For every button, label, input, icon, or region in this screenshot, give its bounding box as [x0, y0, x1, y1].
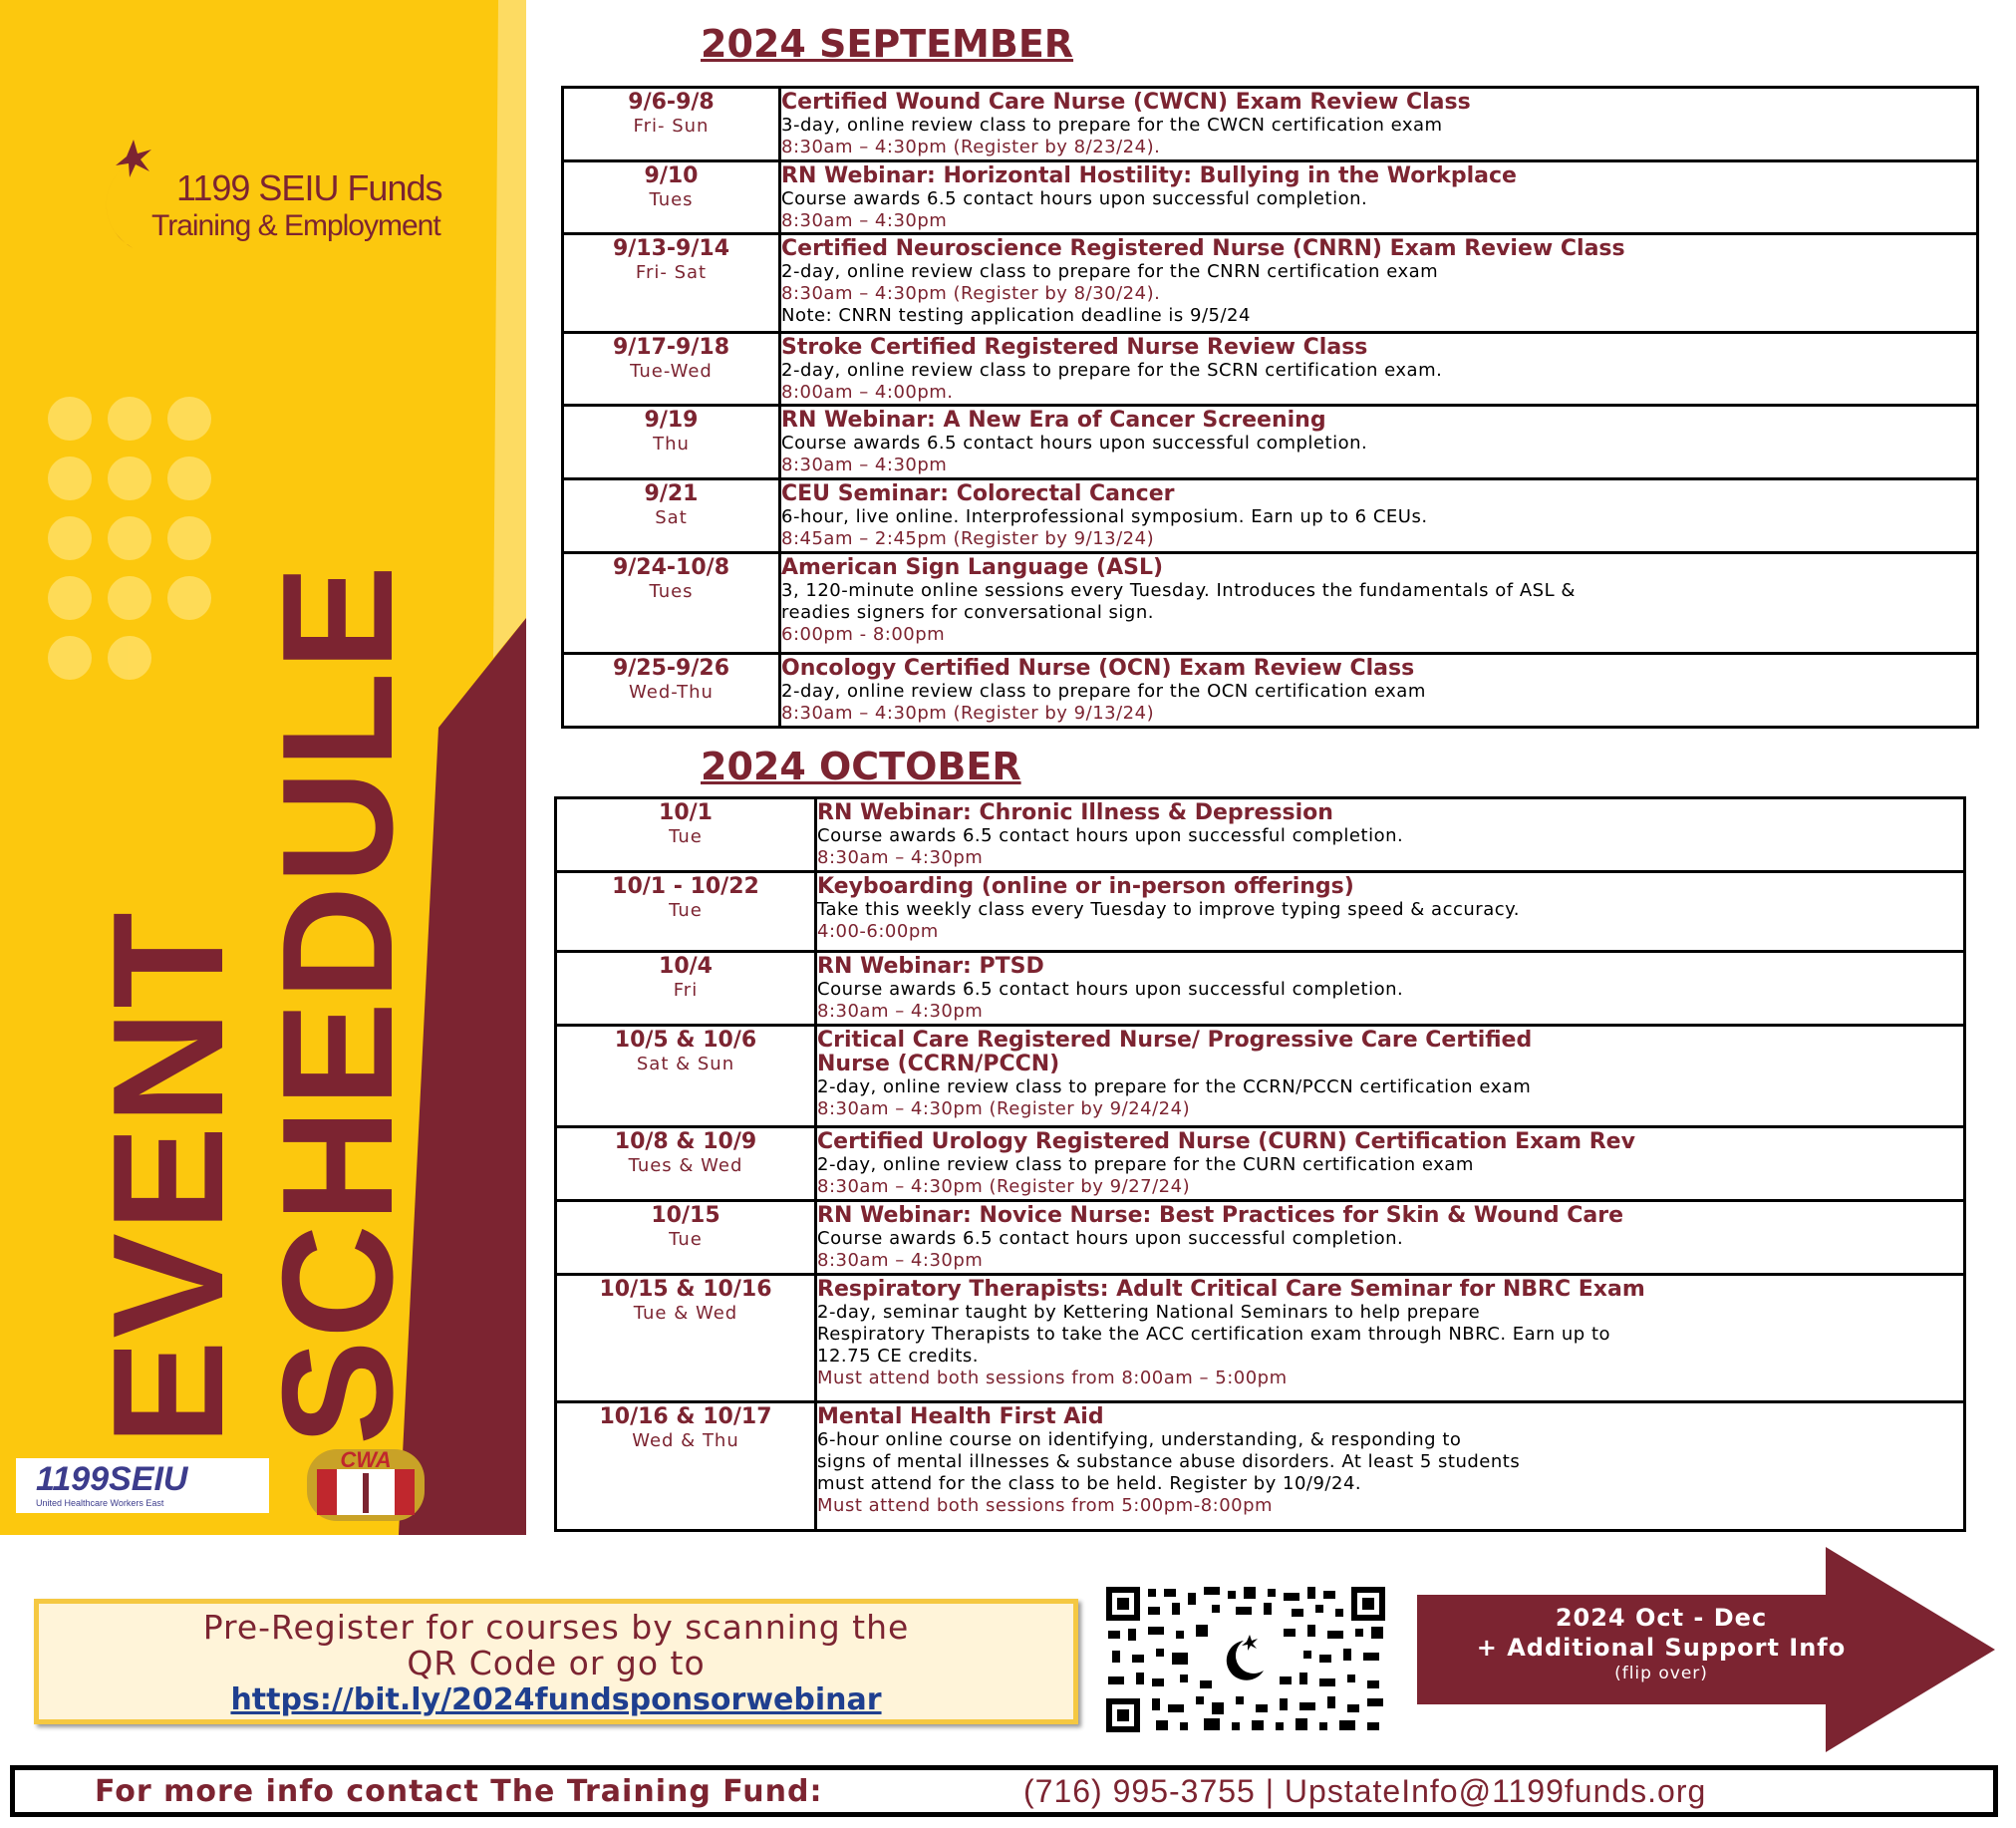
- logo-line-2: Training & Employment: [151, 209, 440, 242]
- event-description: 2-day, online review class to prepare for the CURN certification exam: [817, 1154, 1474, 1175]
- event-description: 2-day, online review class to prepare for the OCN certification exam: [781, 681, 1426, 702]
- event-date-cell: [556, 952, 816, 1026]
- event-day: Thu: [653, 434, 690, 455]
- event-description: Course awards 6.5 contact hours upon successful completion.: [817, 825, 1404, 846]
- event-details-cell: [816, 798, 1965, 872]
- event-description: 2-day, online review class to prepare for the CCRN/PCCN certification exam: [817, 1076, 1532, 1097]
- event-details-cell: [816, 1026, 1965, 1127]
- event-details-cell: [816, 1127, 1965, 1201]
- event-time: Must attend both sessions from 8:00am – 5:00pm: [817, 1368, 1288, 1388]
- schedule-row: [556, 1127, 1965, 1201]
- event-day: Wed & Thu: [632, 1430, 739, 1451]
- schedule-row: [563, 333, 1978, 406]
- schedule-row: [563, 553, 1978, 654]
- event-title: RN Webinar: Horizontal Hostility: Bullying in the Workplace: [781, 163, 1517, 188]
- seiu-logo: [16, 1458, 269, 1513]
- event-date-cell: [556, 1201, 816, 1275]
- event-day: Sat & Sun: [636, 1054, 735, 1074]
- event-description: 2-day, seminar taught by Kettering National Seminars to help prepare: [817, 1302, 1481, 1323]
- event-date: 9/17-9/18: [612, 335, 730, 360]
- event-time: 8:30am – 4:30pm: [817, 847, 984, 868]
- event-time: Must attend both sessions from 5:00pm-8:00pm: [817, 1495, 1274, 1516]
- event-details-cell: [780, 654, 1978, 728]
- schedule-row: [556, 1026, 1965, 1127]
- event-title: Oncology Certified Nurse (OCN) Exam Review Class: [781, 656, 1415, 681]
- event-note: Note: CNRN testing application deadline is 9/5/24: [781, 305, 1251, 326]
- event-day: Tue: [669, 826, 703, 847]
- event-date-cell: [563, 161, 780, 234]
- event-description: Take this weekly class every Tuesday to improve typing speed & accuracy.: [817, 899, 1520, 920]
- event-date-cell: [563, 234, 780, 333]
- event-title: Certified Wound Care Nurse (CWCN) Exam Review Class: [781, 90, 1471, 115]
- october-heading: 2024 OCTOBER: [701, 745, 1021, 788]
- arrow-line-3: (flip over): [1614, 1664, 1708, 1683]
- event-day: Fri: [673, 980, 699, 1001]
- event-title: American Sign Language (ASL): [781, 555, 1164, 580]
- event-date: 10/1 - 10/22: [612, 874, 759, 899]
- preregister-line-2: QR Code or go to: [407, 1644, 706, 1682]
- title-word-event: EVENT: [81, 910, 256, 1445]
- seiu-logo-text: 1199SEIU: [36, 1460, 188, 1498]
- event-date-cell: [563, 333, 780, 406]
- event-description: 6-hour online course on identifying, understanding, & responding to: [817, 1429, 1462, 1450]
- event-details-cell: [780, 88, 1978, 161]
- schedule-row: [563, 406, 1978, 479]
- schedule-row: [556, 1402, 1965, 1531]
- event-details-cell: [816, 952, 1965, 1026]
- event-description: 3, 120-minute online sessions every Tuesday. Introduces the fundamentals of ASL &: [781, 580, 1576, 601]
- event-day: Tue & Wed: [633, 1303, 738, 1324]
- event-description: 12.75 CE credits.: [817, 1346, 979, 1367]
- event-time: 8:30am – 4:30pm: [781, 455, 948, 475]
- footer-contact[interactable]: (716) 995-3755 | UpstateInfo@1199funds.org: [1023, 1773, 1707, 1809]
- event-date: 9/25-9/26: [612, 656, 730, 681]
- event-details-cell: [780, 553, 1978, 654]
- event-title: Mental Health First Aid: [817, 1404, 1104, 1429]
- registration-link[interactable]: https://bit.ly/2024fundsponsorwebinar: [230, 1682, 882, 1717]
- september-schedule-table: [561, 86, 1979, 729]
- title-word-schedule: SCHEDULE: [250, 562, 426, 1445]
- event-date-cell: [563, 406, 780, 479]
- event-date: 9/10: [644, 163, 699, 188]
- event-details-cell: [816, 1201, 1965, 1275]
- event-title: Certified Urology Registered Nurse (CURN) Certification Exam Rev: [817, 1129, 1635, 1154]
- event-date: 10/15: [651, 1203, 720, 1228]
- event-day: Tue-Wed: [630, 361, 713, 382]
- event-date-cell: [556, 1026, 816, 1127]
- event-details-cell: [816, 872, 1965, 952]
- event-day: Fri- Sun: [633, 116, 710, 137]
- event-description: Course awards 6.5 contact hours upon successful completion.: [817, 979, 1404, 1000]
- event-details-cell: [780, 161, 1978, 234]
- event-schedule-title: [81, 548, 442, 1445]
- event-description: 6-hour, live online. Interprofessional symposium. Earn up to 6 CEUs.: [781, 506, 1428, 527]
- logo-line-1: 1199 SEIU Funds: [176, 167, 442, 208]
- schedule-row: [556, 872, 1965, 952]
- event-day: Sat: [655, 507, 688, 528]
- qr-code[interactable]: [1104, 1585, 1387, 1734]
- event-description: 2-day, online review class to prepare for the SCRN certification exam.: [781, 360, 1443, 381]
- event-date-cell: [563, 654, 780, 728]
- schedule-row: [563, 479, 1978, 553]
- seiu-logo-subtext: United Healthcare Workers East: [36, 1498, 164, 1508]
- event-time: 8:45am – 2:45pm (Register by 9/13/24): [781, 528, 1155, 549]
- event-details-cell: [780, 333, 1978, 406]
- event-date: 10/8 & 10/9: [614, 1129, 757, 1154]
- event-details-cell: [780, 479, 1978, 553]
- contact-footer: [10, 1765, 1998, 1817]
- event-time: 8:30am – 4:30pm (Register by 9/24/24): [817, 1098, 1191, 1119]
- event-description: Respiratory Therapists to take the ACC certification exam through NBRC. Earn up to: [817, 1324, 1611, 1345]
- october-schedule-table: [554, 796, 1966, 1532]
- event-time: 8:30am – 4:30pm (Register by 8/30/24).: [781, 283, 1161, 304]
- event-title: Critical Care Registered Nurse/ Progressive Care Certified: [817, 1028, 1533, 1053]
- event-description: signs of mental illnesses & substance abuse disorders. At least 5 students: [817, 1451, 1521, 1472]
- event-time: 8:30am – 4:30pm (Register by 9/13/24): [781, 703, 1155, 724]
- event-title: Stroke Certified Registered Nurse Review Class: [781, 335, 1368, 360]
- event-title: RN Webinar: PTSD: [817, 954, 1044, 979]
- sidebar-banner: [0, 0, 526, 1535]
- event-day: Tues: [649, 581, 694, 602]
- event-title: Certified Neuroscience Registered Nurse (CNRN) Exam Review Class: [781, 236, 1625, 261]
- schedule-row: [563, 161, 1978, 234]
- september-heading: 2024 SEPTEMBER: [701, 22, 1074, 66]
- event-time: 8:30am – 4:30pm: [817, 1001, 984, 1022]
- event-time: 4:00-6:00pm: [817, 921, 939, 942]
- event-date-cell: [556, 1275, 816, 1402]
- event-day: Tues: [649, 189, 694, 210]
- event-date-cell: [563, 479, 780, 553]
- event-date: 10/16 & 10/17: [599, 1404, 772, 1429]
- event-date: 9/21: [644, 481, 699, 506]
- arrow-line-1: 2024 Oct - Dec: [1555, 1604, 1768, 1632]
- event-date-cell: [556, 798, 816, 872]
- event-title: Respiratory Therapists: Adult Critical Care Seminar for NBRC Exam: [817, 1277, 1645, 1302]
- event-date: 10/5 & 10/6: [614, 1028, 757, 1053]
- cwa-logo-text: CWA: [340, 1447, 392, 1472]
- schedule-row: [556, 1275, 1965, 1402]
- event-title: CEU Seminar: Colorectal Cancer: [781, 481, 1175, 506]
- event-day: Tue: [669, 900, 703, 921]
- arrow-line-2: + Additional Support Info: [1476, 1634, 1847, 1662]
- event-date: 10/1: [659, 800, 713, 825]
- event-description: 2-day, online review class to prepare for the CNRN certification exam: [781, 261, 1439, 282]
- funds-logo: [72, 140, 450, 259]
- event-date-cell: [556, 1127, 816, 1201]
- event-title: RN Webinar: A New Era of Cancer Screening: [781, 408, 1326, 433]
- event-title: Keyboarding (online or in-person offerings): [817, 874, 1354, 899]
- schedule-row: [563, 234, 1978, 333]
- event-details-cell: [816, 1275, 1965, 1402]
- event-date: 10/15 & 10/16: [599, 1277, 772, 1302]
- event-date: 9/24-10/8: [612, 555, 730, 580]
- event-description: readies signers for conversational sign.: [781, 602, 1154, 623]
- event-details-cell: [816, 1402, 1965, 1531]
- event-date: 9/13-9/14: [612, 236, 730, 261]
- event-description: Course awards 6.5 contact hours upon successful completion.: [781, 188, 1368, 209]
- schedule-row: [563, 88, 1978, 161]
- event-date: 9/6-9/8: [628, 90, 715, 115]
- event-time: 8:30am – 4:30pm (Register by 8/23/24).: [781, 137, 1161, 157]
- schedule-row: [556, 798, 1965, 872]
- event-title: RN Webinar: Novice Nurse: Best Practices for Skin & Wound Care: [817, 1203, 1624, 1228]
- cwa-logo: [299, 1443, 433, 1525]
- event-time: 6:00pm - 8:00pm: [781, 624, 946, 645]
- event-date: 9/19: [644, 408, 699, 433]
- event-description: 3-day, online review class to prepare for the CWCN certification exam: [781, 115, 1443, 136]
- event-time: 8:30am – 4:30pm: [817, 1250, 984, 1271]
- event-date-cell: [556, 872, 816, 952]
- event-day: Tue: [669, 1229, 703, 1250]
- flip-over-text: [1417, 1603, 1905, 1684]
- event-title: RN Webinar: Chronic Illness & Depression: [817, 800, 1333, 825]
- event-date-cell: [563, 553, 780, 654]
- event-description: must attend for the class to be held. Register by 10/9/24.: [817, 1473, 1362, 1494]
- schedule-row: [556, 1201, 1965, 1275]
- event-day: Fri- Sat: [635, 262, 708, 283]
- event-title-continued: Nurse (CCRN/PCCN): [817, 1052, 1060, 1076]
- event-date-cell: [556, 1402, 816, 1531]
- event-day: Tues & Wed: [628, 1155, 743, 1176]
- event-date: 10/4: [659, 954, 713, 979]
- event-description: Course awards 6.5 contact hours upon successful completion.: [817, 1228, 1404, 1249]
- preregister-box: [34, 1599, 1078, 1724]
- event-date-cell: [563, 88, 780, 161]
- event-time: 8:30am – 4:30pm (Register by 9/27/24): [817, 1176, 1191, 1197]
- event-description: Course awards 6.5 contact hours upon successful completion.: [781, 433, 1368, 454]
- event-details-cell: [780, 406, 1978, 479]
- schedule-row: [556, 952, 1965, 1026]
- schedule-row: [563, 654, 1978, 728]
- event-details-cell: [780, 234, 1978, 333]
- event-time: 8:00am – 4:00pm.: [781, 382, 954, 403]
- event-time: 8:30am – 4:30pm: [781, 210, 948, 231]
- preregister-line-1: Pre-Register for courses by scanning the: [202, 1608, 910, 1647]
- event-day: Wed-Thu: [629, 682, 714, 703]
- footer-label: For more info contact The Training Fund:: [95, 1774, 823, 1809]
